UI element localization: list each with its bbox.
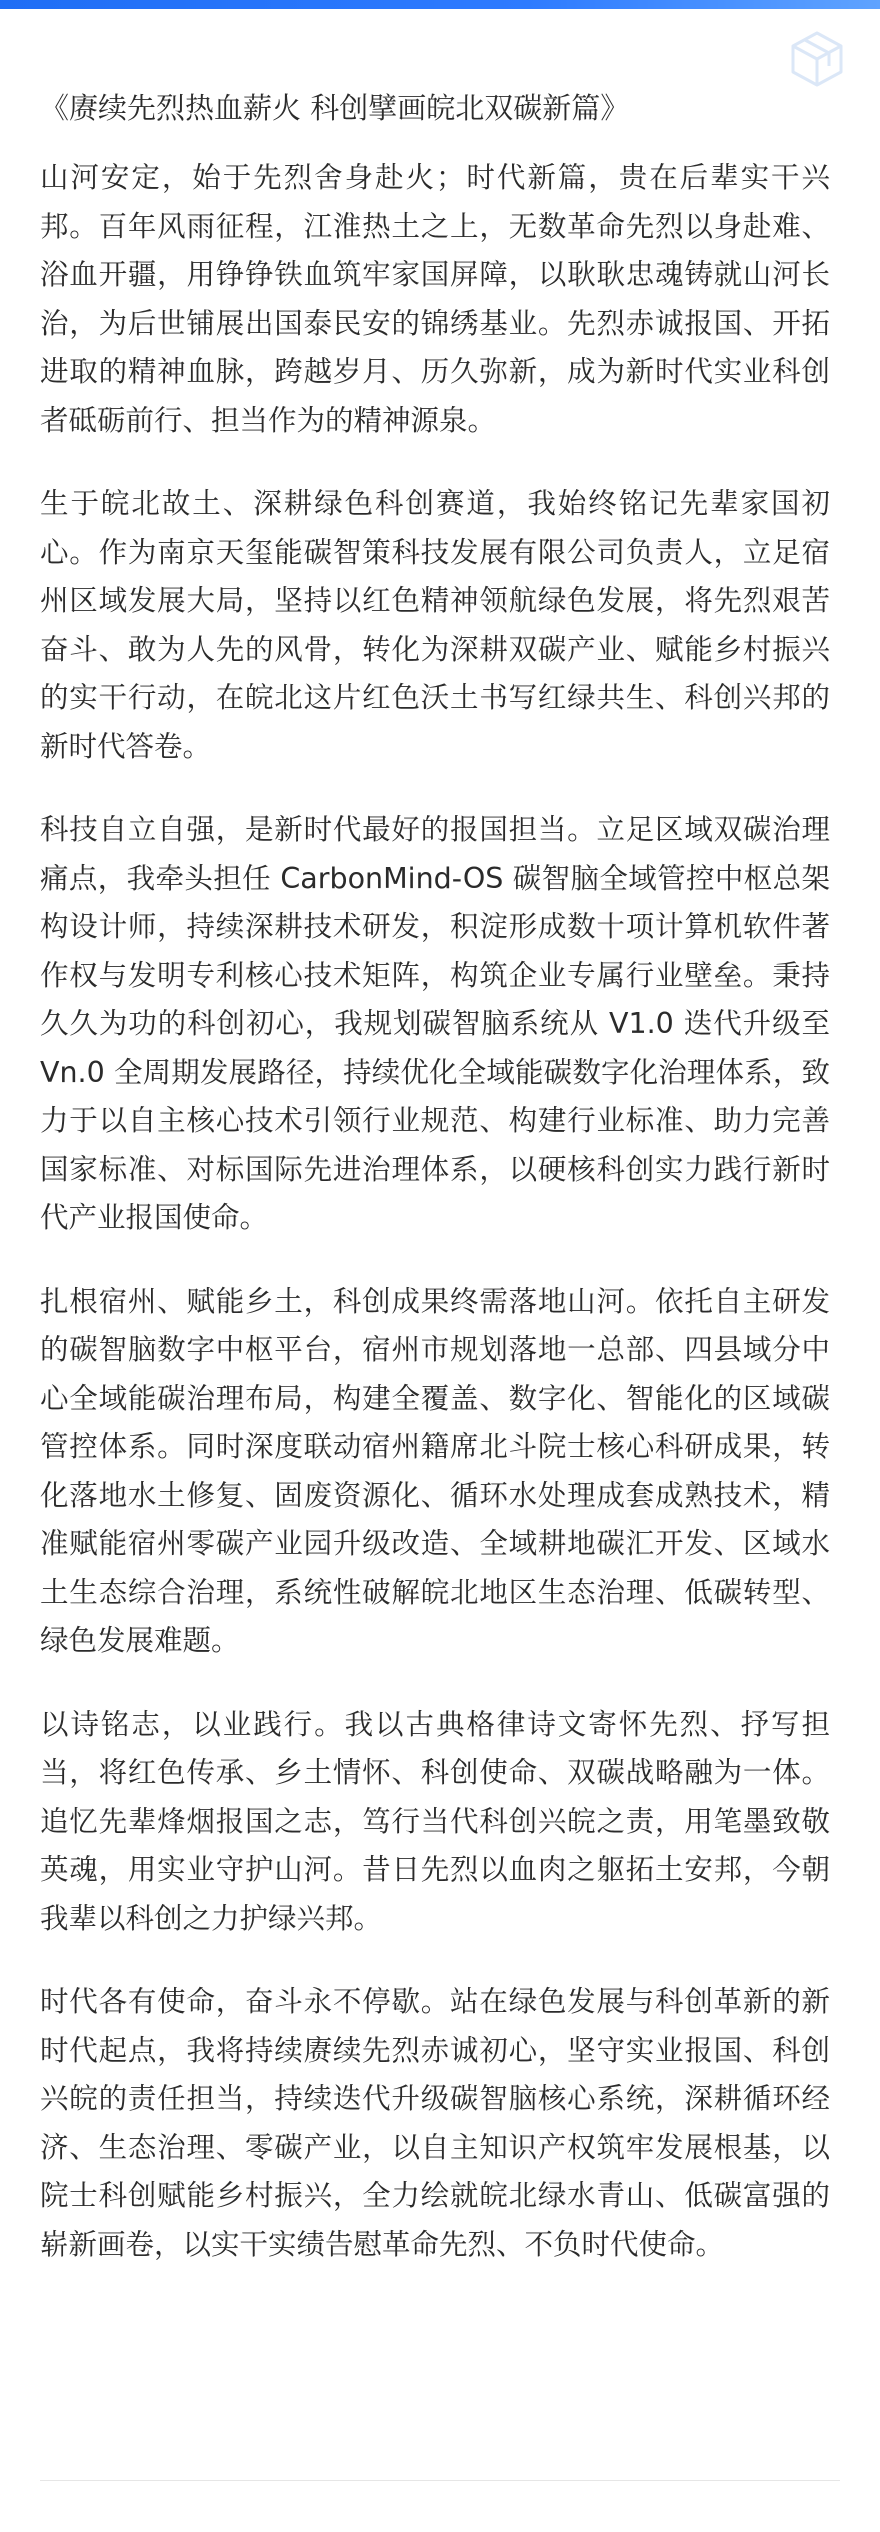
article-paragraph-4: 扎根宿州、赋能乡土，科创成果终需落地山河。依托自主研发的碳智脑数字中枢平台，宿州市规划落地一总部、四县域分中心全域能碳治理布局，构建全覆盖、数字化、智能化的区域碳管控体系。同时深度联动宿州籍席北斗院士核心科研成果，转化落地水土修复、固废资源化、循环水处理成套成熟技术，精准赋能宿州零碳产业园升级改造、全域耕地碳汇开发、区域水土生态综合治理，系统性破解皖北地区生态治理、低碳转型、绿色发展难题。 xyxy=(40,1284,830,1657)
cube-icon xyxy=(790,30,844,88)
top-accent-bar xyxy=(0,0,880,9)
article-paragraph-6: 时代各有使命，奋斗永不停歇。站在绿色发展与科创革新的新时代起点，我将持续赓续先烈赤诚初心，坚守实业报国、科创兴皖的责任担当，持续迭代升级碳智脑核心系统，深耕循环经济、生态治理、零碳产业，以自主知识产权筑牢发展根基，以院士科创赋能乡村振兴，全力绘就皖北绿水青山、低碳富强的崭新画卷，以实干实绩告慰革命先烈、不负时代使命。 xyxy=(40,1985,830,2261)
article-title: 《赓续先烈热血薪火 科创擘画皖北双碳新篇》 xyxy=(40,91,630,125)
bottom-divider xyxy=(40,2480,840,2481)
article-body xyxy=(40,84,830,2304)
article-paragraph-3: 科技自立自强，是新时代最好的报国担当。立足区域双碳治理痛点，我牵头担任 CarbonMind-OS 碳智脑全域管控中枢总架构设计师，持续深耕技术研发，积淀形成数十项计算机软件著作权与发明专利核心技术矩阵，构筑企业专属行业壁垒。秉持久久为功的科创初心，我规划碳智脑系统从 V1.0 迭代升级至 Vn.0 全周期发展路径，持续优化全域能碳数字化治理体系，致力于以自主核心技术引领行业规范、构建行业标准、助力完善国家标准、对标国际先进治理体系，以硬核科创实力践行新时代产业报国使命。 xyxy=(40,813,830,1234)
article-paragraph-5: 以诗铭志，以业践行。我以古典格律诗文寄怀先烈、抒写担当，将红色传承、乡土情怀、科创使命、双碳战略融为一体。追忆先辈烽烟报国之志，笃行当代科创兴皖之责，用笔墨致敬英魂，用实业守护山河。昔日先烈以血肉之躯拓土安邦，今朝我辈以科创之力护绿兴邦。 xyxy=(40,1707,830,1935)
article-paragraph-2: 生于皖北故土、深耕绿色科创赛道，我始终铭记先辈家国初心。作为南京天玺能碳智策科技发展有限公司负责人，立足宿州区域发展大局，坚持以红色精神领航绿色发展，将先烈艰苦奋斗、敢为人先的风骨，转化为深耕双碳产业、赋能乡村振兴的实干行动，在皖北这片红色沃土书写红绿共生、科创兴邦的新时代答卷。 xyxy=(40,487,830,763)
article-paragraph-1: 山河安定，始于先烈舍身赴火；时代新篇，贵在后辈实干兴邦。百年风雨征程，江淮热土之上，无数革命先烈以身赴难、浴血开疆，用铮铮铁血筑牢家国屏障，以耿耿忠魂铸就山河长治，为后世铺展出国泰民安的锦绣基业。先烈赤诚报国、开拓进取的精神血脉，跨越岁月、历久弥新，成为新时代实业科创者砥砺前行、担当作为的精神源泉。 xyxy=(40,161,830,437)
